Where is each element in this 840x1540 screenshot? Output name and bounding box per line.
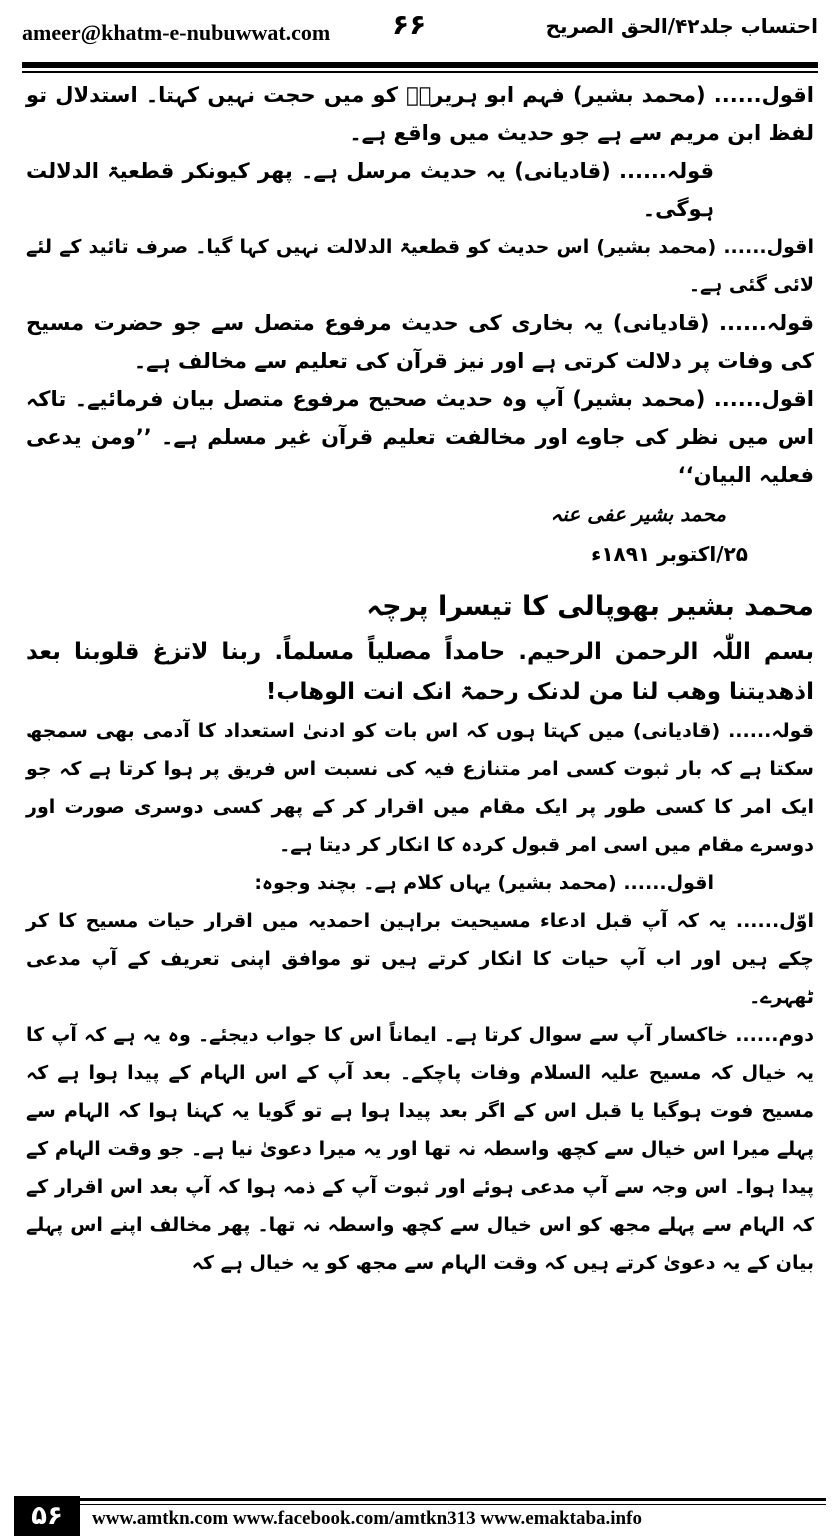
arabic-invocation: بسم اللّٰہ الرحمن الرحیم. حامداً مصلیاً مسلماً. ربنا لاتزغ قلوبنا بعد اذھدیتنا وھب لنا من لدنک رحمۃ انک انت الوھاب! [26,639,814,705]
header-book-title: احتساب جلد۴۲/الحق الصریح [545,14,818,38]
section-heading: محمد بشیر بھوپالی کا تیسرا پرچہ [366,591,814,622]
signature-date: ۲۵/اکتوبر ۱۸۹۱ء [591,542,748,566]
paragraph: اقول...... (محمد بشیر) فہم ابو ہریرہؓ کو میں حجت نہیں کہتا۔ استدلال تو لفظ ابن مریم سے ہے جو حدیث میں واقع ہے۔ [26,83,814,145]
page-header [22,6,818,56]
header-rule-thick [22,62,818,68]
paragraph: دوم...... خاکسار آپ سے سوال کرتا ہے۔ ایماناً اس کا جواب دیجئے۔ وہ یہ ہے کہ آپ کا یہ خیال کہ مسیح علیہ السلام وفات پاچکے۔ بعد آپ کے اس الہام کے پیدا ہوا ہے کہ مسیح فوت ہوگیا یا قبل اس کے اگر بعد پیدا ہوا ہے تو گویا یہ کہنا ہوا کہ الہام سے پہلے میرا اس خیال سے کچھ واسطہ نہ تھا اور یہ میرا دعویٰ نیا ہے۔ جو وقت الہام کے پیدا ہوا۔ اس وجہ سے آپ مدعی ہوئے اور ثبوت آپ کے ذمہ ہوا کہ آپ بعد اس اقرار کے کہ الہام سے پہلے مجھ کو اس خیال سے کچھ واسطہ نہ تھا۔ پھر مخالف اپنے اس پہلے بیان کے یہ دعویٰ کرتے ہیں کہ وقت الہام سے مجھ کو یہ خیال ہے کہ [26,1024,814,1274]
footer-rule-thick [80,1498,826,1501]
footer-urls: www.amtkn.com www.facebook.com/amtkn313 www.emaktaba.info [92,1508,642,1529]
paragraph: قولہ...... (قادیانی) میں کہتا ہوں کہ اس بات کو ادنیٰ استعداد کا آدمی بھی سمجھ سکتا ہے کہ بار ثبوت کسی امر متنازع فیہ کی نسبت اس فریق پر ہوا کرتا ہے کہ جو ایک امر کا کسی طور پر ایک مقام میں اقرار کر کے پھر کسی دوسری صورت اور دوسرے مقام میں اسی امر قبول کردہ کا انکار کر دیتا ہے۔ [26,720,814,856]
paragraph: اوّل...... یہ کہ آپ قبل ادعاء مسیحیت براہین احمدیہ میں اقرار حیات مسیح کا کر چکے ہیں اور اب آپ حیات کا انکار کرتے ہیں تو موافق اپنی تعریف کے آپ مدعی ٹھہرے۔ [26,910,814,1008]
footer-page-number: ۵۶ [14,1496,80,1536]
paragraph: اقول...... (محمد بشیر) آپ وہ حدیث صحیح مرفوع متصل بیان فرمائیے۔ تاکہ اس میں نظر کی جاوے اور مخالفت تعلیم قرآن غیر مسلم ہے۔ ’’ومن یدعی فعلیہ البیان‘‘ [26,387,814,487]
footer-rule-thin [80,1504,826,1505]
paragraph: اقول...... (محمد بشیر) اس حدیث کو قطعیۃ الدلالت نہیں کہا گیا۔ صرف تائید کے لئے لائی گئی ہے۔ [26,236,814,296]
paragraph: قولہ...... (قادیانی) یہ حدیث مرسل ہے۔ پھر کیونکر قطعیۃ الدلالت ہوگی۔ [26,159,714,221]
header-page-number: ۶۶ [392,8,427,41]
signature-name: محمد بشیر عفی عنہ [550,502,726,526]
paragraph: اقول...... (محمد بشیر) یہاں کلام ہے۔ بچند وجوہ: [254,872,714,894]
header-email: ameer@khatm-e-nubuwwat.com [22,20,331,45]
paragraph: قولہ...... (قادیانی) یہ بخاری کی حدیث مرفوع متصل سے جو حضرت مسیح کی وفات پر دلالت کرتی ہے اور نیز قرآن کی تعلیم سے مخالف ہے۔ [26,311,814,373]
page-footer [14,1496,826,1536]
header-rule-thin [22,71,818,73]
page-body [26,76,814,1282]
